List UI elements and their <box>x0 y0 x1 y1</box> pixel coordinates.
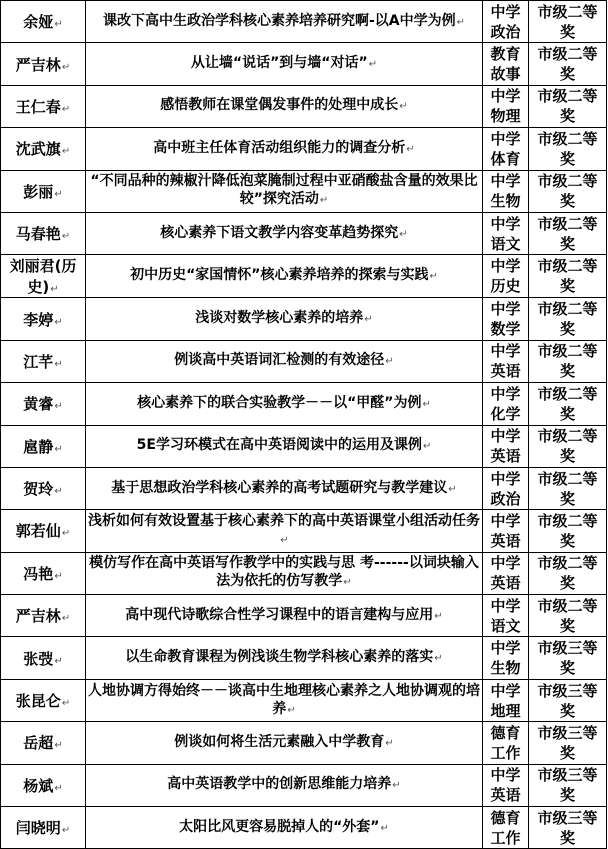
title-cell <box>86 425 483 467</box>
award-cell <box>529 383 607 425</box>
paragraph-mark-icon: ↵ <box>380 822 389 834</box>
name-cell <box>1 170 86 212</box>
award-text: 市级三等奖 <box>537 808 598 847</box>
paragraph-mark-icon: ↵ <box>399 101 408 113</box>
award-text: 市级三等奖 <box>537 681 598 720</box>
award-text: 市级二等奖 <box>537 45 598 84</box>
subject-cell <box>483 595 529 637</box>
title-cell <box>86 552 483 594</box>
name-cell <box>1 679 86 721</box>
award-cell <box>529 425 607 467</box>
subject-text: 中学生物 <box>490 639 521 678</box>
subject-cell <box>483 552 529 594</box>
subject-text: 中学英语 <box>490 511 521 550</box>
paragraph-mark-icon: ↵ <box>319 195 329 207</box>
title-text: 5E学习环模式在高中英语阅读中的运用及课例 <box>136 437 422 454</box>
title-text: 模仿写作在高中英语写作教学中的实践与思 考------以词块输入法为依托的仿写教学 <box>89 555 479 590</box>
title-cell <box>86 764 483 806</box>
title-cell <box>86 170 483 212</box>
award-cell <box>529 128 607 170</box>
paragraph-mark-icon: ↵ <box>287 704 296 716</box>
name-cell <box>1 510 86 552</box>
award-text: 市级二等奖 <box>537 2 598 41</box>
subject-cell <box>483 764 529 806</box>
paragraph-mark-icon: ↵ <box>399 228 408 240</box>
table-row <box>1 128 607 170</box>
table-row <box>1 298 607 340</box>
subject-cell <box>483 340 529 382</box>
award-cell <box>529 679 607 721</box>
award-cell <box>529 510 607 552</box>
subject-cell <box>483 637 529 679</box>
name-cell <box>1 212 86 254</box>
table-row <box>1 595 607 637</box>
name-cell <box>1 552 86 594</box>
table-row <box>1 679 607 721</box>
paragraph-mark-icon: ↵ <box>54 740 63 752</box>
name-cell <box>1 425 86 467</box>
table-row <box>1 467 607 509</box>
title-text: 课改下高中生政治学科核心素养培养研究啊-以A中学为例 <box>102 12 456 29</box>
award-cell <box>529 255 607 298</box>
paragraph-mark-icon: ↵ <box>61 698 71 710</box>
award-text: 市级三等奖 <box>537 723 598 762</box>
name-text: 贺玲 <box>23 480 54 499</box>
title-text: 高中班主任体育活动组织能力的调查分析 <box>153 139 406 156</box>
subject-cell <box>483 85 529 127</box>
name-text: 黄睿 <box>23 395 54 414</box>
award-text: 市级二等奖 <box>537 257 598 296</box>
title-cell <box>86 43 483 85</box>
subject-text: 德育工作 <box>490 723 521 762</box>
paragraph-mark-icon: ↵ <box>422 398 431 410</box>
subject-cell <box>483 170 529 212</box>
paragraph-mark-icon: ↵ <box>61 61 71 73</box>
subject-cell <box>483 679 529 721</box>
title-cell <box>86 467 483 509</box>
award-cell <box>529 212 607 254</box>
award-text: 市级二等奖 <box>537 554 598 593</box>
award-cell <box>529 298 607 340</box>
title-text: “不同品种的辣椒汁降低泡菜腌制过程中亚硝酸盐含量的效果比较”探究活动 <box>90 173 478 208</box>
subject-text: 中学体育 <box>490 129 521 168</box>
name-cell <box>1 340 86 382</box>
title-cell <box>86 637 483 679</box>
subject-cell <box>483 807 529 849</box>
name-text: 郭若仙 <box>15 522 61 541</box>
name-text: 马春艳 <box>15 225 61 244</box>
paragraph-mark-icon: ↵ <box>61 528 71 540</box>
award-text: 市级二等奖 <box>537 87 598 126</box>
award-text: 市级二等奖 <box>537 427 598 466</box>
name-cell <box>1 85 86 127</box>
name-cell <box>1 764 86 806</box>
name-text: 刘丽君(历史) <box>9 257 77 297</box>
award-cell <box>529 467 607 509</box>
table-row <box>1 170 607 212</box>
award-cell <box>529 85 607 127</box>
title-text: 高中现代诗歌综合性学习课程中的语言建构与应用 <box>125 606 434 623</box>
paragraph-mark-icon: ↵ <box>448 483 457 495</box>
title-cell <box>86 595 483 637</box>
name-text: 杨斌 <box>23 776 54 795</box>
title-cell <box>86 85 483 127</box>
name-text: 李婷 <box>23 310 54 329</box>
paragraph-mark-icon: ↵ <box>61 103 71 115</box>
paragraph-mark-icon: ↵ <box>364 314 373 326</box>
paragraph-mark-icon: ↵ <box>429 271 438 283</box>
paragraph-mark-icon: ↵ <box>385 737 394 749</box>
name-cell <box>1 1 86 43</box>
title-cell <box>86 1 483 43</box>
paragraph-mark-icon: ↵ <box>54 443 63 455</box>
award-cell <box>529 595 607 637</box>
name-cell <box>1 807 86 849</box>
award-cell <box>529 552 607 594</box>
paragraph-mark-icon: ↵ <box>61 825 71 837</box>
title-text: 例谈如何将生活元素融入中学教育 <box>174 733 385 750</box>
table-row <box>1 255 607 298</box>
title-text: 从让墙“说话”到与墙“对话” <box>190 55 368 72</box>
subject-text: 中学英语 <box>490 427 521 466</box>
award-cell <box>529 807 607 849</box>
paragraph-mark-icon: ↵ <box>61 231 71 243</box>
awards-table-body <box>1 1 607 849</box>
award-text: 市级二等奖 <box>537 342 598 381</box>
name-cell <box>1 43 86 85</box>
table-row <box>1 807 607 849</box>
subject-cell <box>483 383 529 425</box>
name-text: 沈武旗 <box>15 140 61 159</box>
paragraph-mark-icon: ↵ <box>422 441 432 453</box>
award-cell <box>529 170 607 212</box>
paragraph-mark-icon: ↵ <box>406 143 415 155</box>
name-text: 岳超 <box>23 734 54 753</box>
paragraph-mark-icon: ↵ <box>434 610 443 622</box>
subject-text: 中学地理 <box>490 681 521 720</box>
subject-text: 中学英语 <box>490 554 521 593</box>
subject-text: 中学语文 <box>490 214 521 253</box>
title-text: 浅谈对数学核心素养的培养 <box>195 310 364 327</box>
name-text: 冯艳 <box>23 564 54 583</box>
title-text: 浅析如何有效设置基于核心素养下的高中英语课堂小组活动任务 <box>88 512 480 529</box>
title-cell <box>86 212 483 254</box>
paragraph-mark-icon: ↵ <box>54 570 63 582</box>
name-text: 王仁春 <box>15 97 61 116</box>
table-row <box>1 43 607 85</box>
subject-cell <box>483 255 529 298</box>
award-text: 市级二等奖 <box>537 469 598 508</box>
award-text: 市级二等奖 <box>537 214 598 253</box>
paragraph-mark-icon: ↵ <box>392 780 401 792</box>
subject-text: 中学历史 <box>490 257 521 296</box>
name-cell <box>1 128 86 170</box>
paragraph-mark-icon: ↵ <box>54 358 63 370</box>
table-row <box>1 637 607 679</box>
subject-text: 德育工作 <box>490 808 521 847</box>
award-text: 市级三等奖 <box>537 766 598 805</box>
paragraph-mark-icon: ↵ <box>368 59 378 71</box>
subject-cell <box>483 212 529 254</box>
award-text: 市级二等奖 <box>537 172 598 211</box>
title-text: 核心素养下的联合实验教学－－以“甲醛”为例 <box>137 394 422 411</box>
paragraph-mark-icon: ↵ <box>54 782 63 794</box>
name-cell <box>1 383 86 425</box>
award-cell <box>529 1 607 43</box>
award-text: 市级二等奖 <box>537 129 598 168</box>
award-text: 市级二等奖 <box>537 511 598 550</box>
name-cell <box>1 722 86 764</box>
title-cell <box>86 510 483 552</box>
paragraph-mark-icon: ↵ <box>280 534 289 546</box>
title-text: 高中英语教学中的创新思维能力培养 <box>167 776 392 793</box>
name-text: 张昆仑 <box>15 692 61 711</box>
paragraph-mark-icon: ↵ <box>54 401 63 413</box>
subject-cell <box>483 128 529 170</box>
award-text: 市级三等奖 <box>537 639 598 678</box>
subject-cell <box>483 1 529 43</box>
paragraph-mark-icon: ↵ <box>54 19 63 31</box>
name-cell <box>1 467 86 509</box>
award-text: 市级二等奖 <box>537 596 598 635</box>
table-row <box>1 722 607 764</box>
subject-cell <box>483 510 529 552</box>
title-text: 太阳比风更容易脱掉人的“外套” <box>179 818 380 835</box>
title-text: 人地协调方得始终－－谈高中生地理核心素养之人地协调观的培养 <box>88 682 480 717</box>
table-row <box>1 85 607 127</box>
title-cell <box>86 722 483 764</box>
name-cell <box>1 298 86 340</box>
subject-text: 中学生物 <box>490 172 521 211</box>
title-cell <box>86 340 483 382</box>
subject-text: 中学数学 <box>490 300 521 339</box>
paragraph-mark-icon: ↵ <box>54 188 63 200</box>
paragraph-mark-icon: ↵ <box>456 16 466 28</box>
subject-text: 教育故事 <box>490 45 521 84</box>
table-row <box>1 212 607 254</box>
subject-text: 中学英语 <box>490 342 521 381</box>
subject-cell <box>483 467 529 509</box>
subject-text: 中学政治 <box>490 2 521 41</box>
title-text: 以生命教育课程为例浅谈生物学科核心素养的落实 <box>125 649 434 666</box>
title-text: 核心素养下语文教学内容变革趋势探究 <box>160 224 399 241</box>
paragraph-mark-icon: ↵ <box>343 577 352 589</box>
subject-text: 中学英语 <box>490 766 521 805</box>
title-text: 例谈高中英语词汇检测的有效途径 <box>174 352 385 369</box>
title-cell <box>86 679 483 721</box>
subject-text: 中学语文 <box>490 596 521 635</box>
title-text: 感悟教师在课堂偶发事件的处理中成长 <box>160 97 399 114</box>
title-cell <box>86 128 483 170</box>
name-text: 严吉林 <box>15 55 61 74</box>
paragraph-mark-icon: ↵ <box>61 613 71 625</box>
paragraph-mark-icon: ↵ <box>54 316 63 328</box>
award-cell <box>529 43 607 85</box>
table-row <box>1 340 607 382</box>
title-cell <box>86 807 483 849</box>
paragraph-mark-icon: ↵ <box>54 486 63 498</box>
award-text: 市级二等奖 <box>537 384 598 423</box>
paragraph-mark-icon: ↵ <box>434 653 443 665</box>
name-cell <box>1 637 86 679</box>
title-cell <box>86 383 483 425</box>
name-cell <box>1 595 86 637</box>
subject-cell <box>483 298 529 340</box>
award-cell <box>529 722 607 764</box>
subject-cell <box>483 722 529 764</box>
paragraph-mark-icon: ↵ <box>385 356 394 368</box>
subject-cell <box>483 425 529 467</box>
award-cell <box>529 340 607 382</box>
name-text: 江芊 <box>23 352 54 371</box>
name-text: 余娅 <box>23 13 54 32</box>
award-cell <box>529 637 607 679</box>
title-text: 基于思想政治学科核心素养的高考试题研究与教学建议 <box>111 479 448 496</box>
subject-text: 中学物理 <box>490 87 521 126</box>
table-row <box>1 510 607 552</box>
award-cell <box>529 764 607 806</box>
table-row <box>1 764 607 806</box>
name-text: 彭丽 <box>23 182 54 201</box>
table-row <box>1 1 607 43</box>
award-text: 市级二等奖 <box>537 300 598 339</box>
paragraph-mark-icon: ↵ <box>54 655 63 667</box>
subject-cell <box>483 43 529 85</box>
name-text: 闫晓明 <box>15 819 61 838</box>
subject-text: 中学政治 <box>490 469 521 508</box>
title-text: 初中历史“家国情怀”核心素养培养的探索与实践 <box>130 267 429 284</box>
name-text: 严吉林 <box>15 607 61 626</box>
paragraph-mark-icon: ↵ <box>50 284 59 296</box>
subject-text: 中学化学 <box>490 384 521 423</box>
table-row <box>1 552 607 594</box>
name-text: 张弢 <box>23 649 54 668</box>
table-row <box>1 383 607 425</box>
name-cell <box>1 255 86 298</box>
title-cell <box>86 298 483 340</box>
name-text: 扈静 <box>23 437 54 456</box>
title-cell <box>86 255 483 298</box>
table-row <box>1 425 607 467</box>
paragraph-mark-icon: ↵ <box>61 146 71 158</box>
